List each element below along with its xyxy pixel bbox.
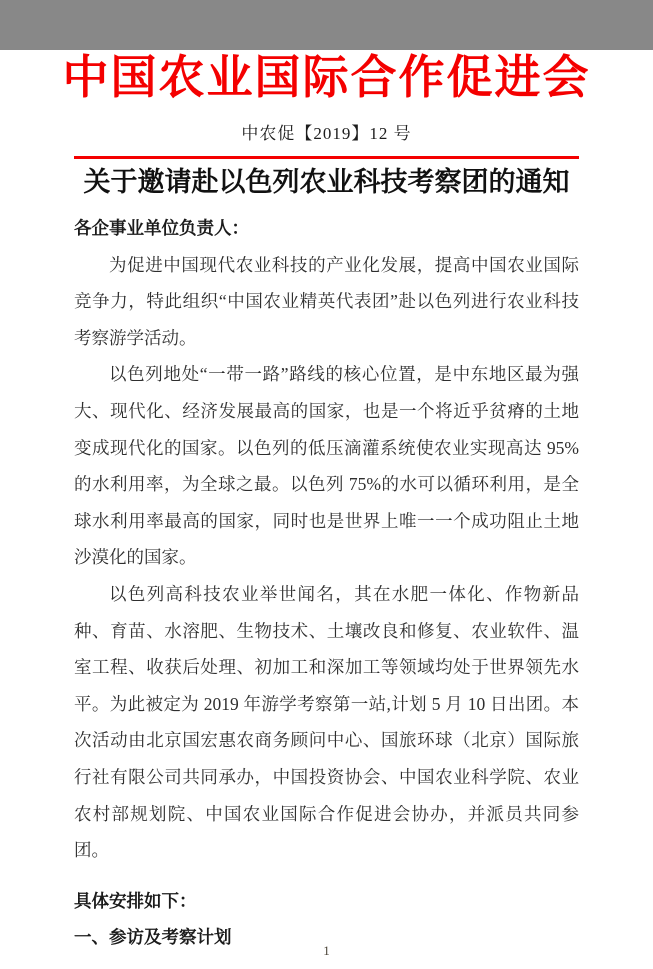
body-paragraph: 以色列高科技农业举世闻名，其在水肥一体化、作物新品种、育苗、水溶肥、生物技术、土壤改良和修复、农业软件、温室工程、收获后处理、初加工和深加工等领域均处于世界领先水平。为此被定为 2019 年游学考察第一站,计划 5 月 10 日出团。本次活动由北京国宏惠农商务顾问中心、国旅环球（北京）国际旅行社有限公司共同承办，中国投资协会、中国农业科学院、农业农村部规划院、中国农业国际合作促进会协办，并派员共同参团。: [74, 583, 579, 861]
notice-title: 关于邀请赴以色列农业科技考察团的通知: [83, 167, 570, 197]
org-letterhead-title: 中国农业国际合作促进会: [62, 52, 591, 103]
salutation-line: 各企事业单位负责人：: [74, 218, 249, 238]
section-heading-plan: 一、参访及考察计划: [74, 927, 232, 948]
document-page: [0, 50, 653, 969]
arrangement-heading: 具体安排如下：: [74, 890, 197, 911]
notice-body: [74, 210, 579, 869]
body-paragraph: 为促进中国现代农业科技的产业化发展，提高中国农业国际竞争力，特此组织“中国农业精英代表团”赴以色列进行农业科技考察游学活动。: [74, 254, 579, 348]
red-divider-rule: [74, 156, 579, 159]
page-number: 1: [323, 943, 330, 958]
document-number: 中农促【2019】12 号: [241, 124, 412, 143]
body-paragraph: 以色列地处“一带一路”路线的核心位置，是中东地区最为强大、现代化、经济发展最高的国家，也是一个将近乎贫瘠的土地变成现代化的国家。以色列的低压滴灌系统使农业实现高达 95%的水利用率，为全球之最。以色列 75%的水可以循环利用，是全球水利用率最高的国家，同时也是世界上唯一一个成功阻止土地沙漠化的国家。: [74, 364, 579, 568]
